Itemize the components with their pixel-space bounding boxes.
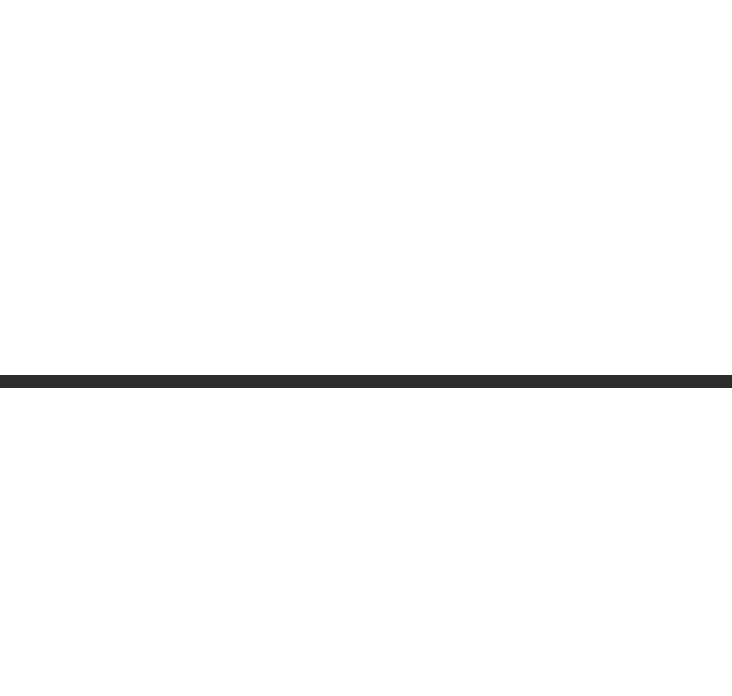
page-break-band (0, 375, 732, 388)
